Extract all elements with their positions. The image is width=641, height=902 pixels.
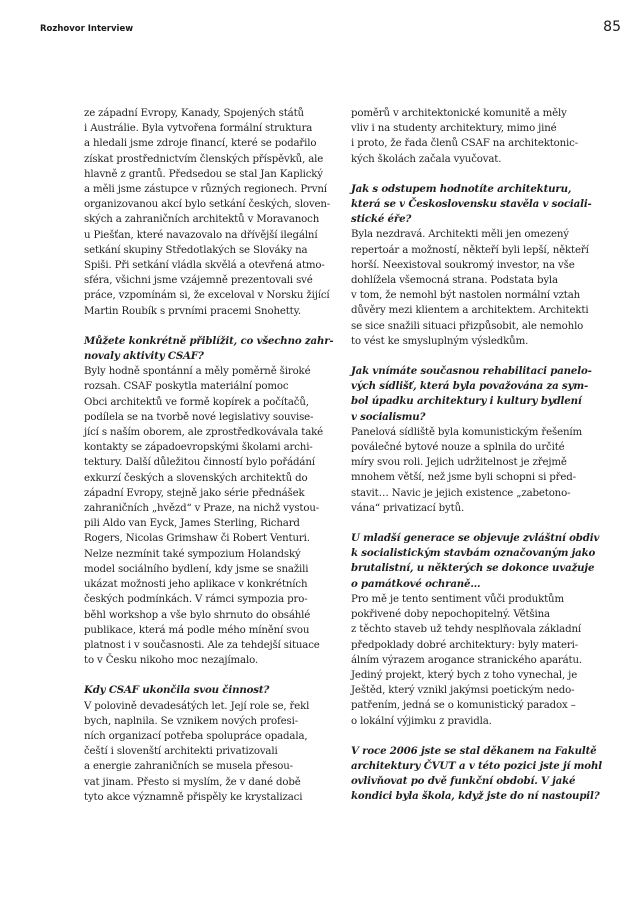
paragraph: ze západní Evropy, Kanady, Spojených států i Austrálie. Byla vytvořena formální struktura a hledali jsme zdroje financí, které se podařilo získat prostřednictvím členských příspěvků, ale hlavně z grantů. Předsedou se stal Jan Kaplický a měli jsme zástupce v různých regionech. První organizovanou akcí bylo setkání českých, sloven- ských a zahraničních architektů v Moravanoch u Piešťan, které navazovalo na dřívější ilegální setkání skupiny Středotlakých se Slováky na Spiši. Při setkání vládla skvělá a otevřená atmo- sféra, všichni jsme vzájemně prezentovali své práce, vzpomínám si, že exceloval v Norsku žijící Martin Roubík s prvními pracemi Snohetty. <box>84 108 331 317</box>
interview-question: U mladší generace se objevuje zvláštní obdiv k socialistickým stavbám označovaným jako brutalistní, u některých se dokonce uvažuje o památkové ochraně… <box>351 532 600 590</box>
interview-question: Jak vnímáte současnou rehabilitaci panelo- vých sídlišť, která byla považována za sym- bol úpadku architektury i kultury bydlení v socialismu? <box>351 365 592 423</box>
answer-paragraph: Byla nezdravá. Architekti měli jen omezený repertoár a možností, někteří byli lepší, někteří horší. Neexistoval soukromý investor, na vše dohlížela všemocná strana. Podstata byla v tom, že nemohl být nastolen normální vztah důvěry mezi klientem a architektem. Architekti se sice snažili situaci přizpůsobit, ale nemohlo to vést ke smysluplným výsledkům. <box>351 229 589 347</box>
section-label: Rozhovor <box>40 24 85 34</box>
right-column <box>351 106 605 805</box>
interview-question: Můžete konkrétně přiblížit, co všechno zahr- novaly aktivity CSAF? <box>84 334 334 363</box>
answer-paragraph: Byly hodně spontánní a měly poměrně široké rozsah. CSAF poskytla materiální pomoc Obci architektů ve formě kopírek a počítačů, podílela se na tvorbě nové legislativy souvise- jící s naším oborem, ale zprostředkovávala také kontakty se západoevropskými školami archi- tektury. Další důležitou činností bylo pořádání exkurzí českých a slovenských architektů do západní Evropy, stejně jako série přednášek zahraničních „hvězd“ v Praze, na nichž vystou- pili Aldo van Eyck, James Sterling, Richard Rogers, Nicolas Grimshaw či Robert Venturi. Nelze nezmínit také sympozium Holandský model sociálního bydlení, kdy jsme se snažili ukázat možnosti jeho aplikace v konkrétních českých podmínkách. V rámci sympozia pro- běhl workshop a vše bylo shrnuto do obsáhlé publikace, která má podle mého mínění svou platnost i v současnosti. Ale za tehdejší situace to v Česku nikoho moc nezajímalo. <box>84 366 324 667</box>
page-number: 85 <box>603 19 621 35</box>
answer-paragraph: Pro mě je tento sentiment vůči produktům pokřivené doby nepochopitelný. Většina z těchto staveb už tehdy nesplňovala základní předpoklady dobré architektury: byly materi- álním výrazem arogance stranického aparátu. Jediný projekt, který bych z toho vynechal, je Ještěd, který vznikl jakýmsi poetickým nedo- patřením, jedná se o komunistický paradox – o lokální výjimku z pravidla. <box>351 593 582 727</box>
interview-question: Kdy CSAF ukončila svou činnost? <box>84 684 270 697</box>
interview-question: V roce 2006 jste se stal děkanem na Fakultě architektury ČVUT a v této pozici jste jí mohl ovlivňovat po dvě funkční období. V jaké kondici byla škola, když jste do ní nastoupil? <box>351 744 602 803</box>
subsection-label: Interview <box>87 24 134 34</box>
running-header <box>40 24 133 34</box>
left-column <box>84 106 336 805</box>
paragraph: poměrů v architektonické komunitě a měly vliv i na studenty architektury, mimo jiné i proto, že řada členů CSAF na architektonic- kých školách začala vyučovat. <box>351 108 579 165</box>
answer-paragraph: Panelová sídliště byla komunistickým řešením poválečné bytové nouze a splnila do určité míry svou roli. Jejich udržitelnost je zřejmě mnohem větší, než jsme byli schopni si před- stavit… Navic je jejich existence „zabetono- vána“ privatizací bytů. <box>351 426 582 514</box>
answer-paragraph: V polovině devadesátých let. Její role se, řekl bych, naplnila. Se vznikem nových profesi- ních organizací potřeba spolupráce opadala, čeští i slovenští architekti privatizovali a energie zahraničních se musela přesou- vat jinam. Přesto si myslím, že v dané době tyto akce významně přispěly ke krystalizaci <box>84 700 310 803</box>
interview-question: Jak s odstupem hodnotíte architekturu, která se v Československu stavěla v sociali- stické éře? <box>351 182 592 226</box>
